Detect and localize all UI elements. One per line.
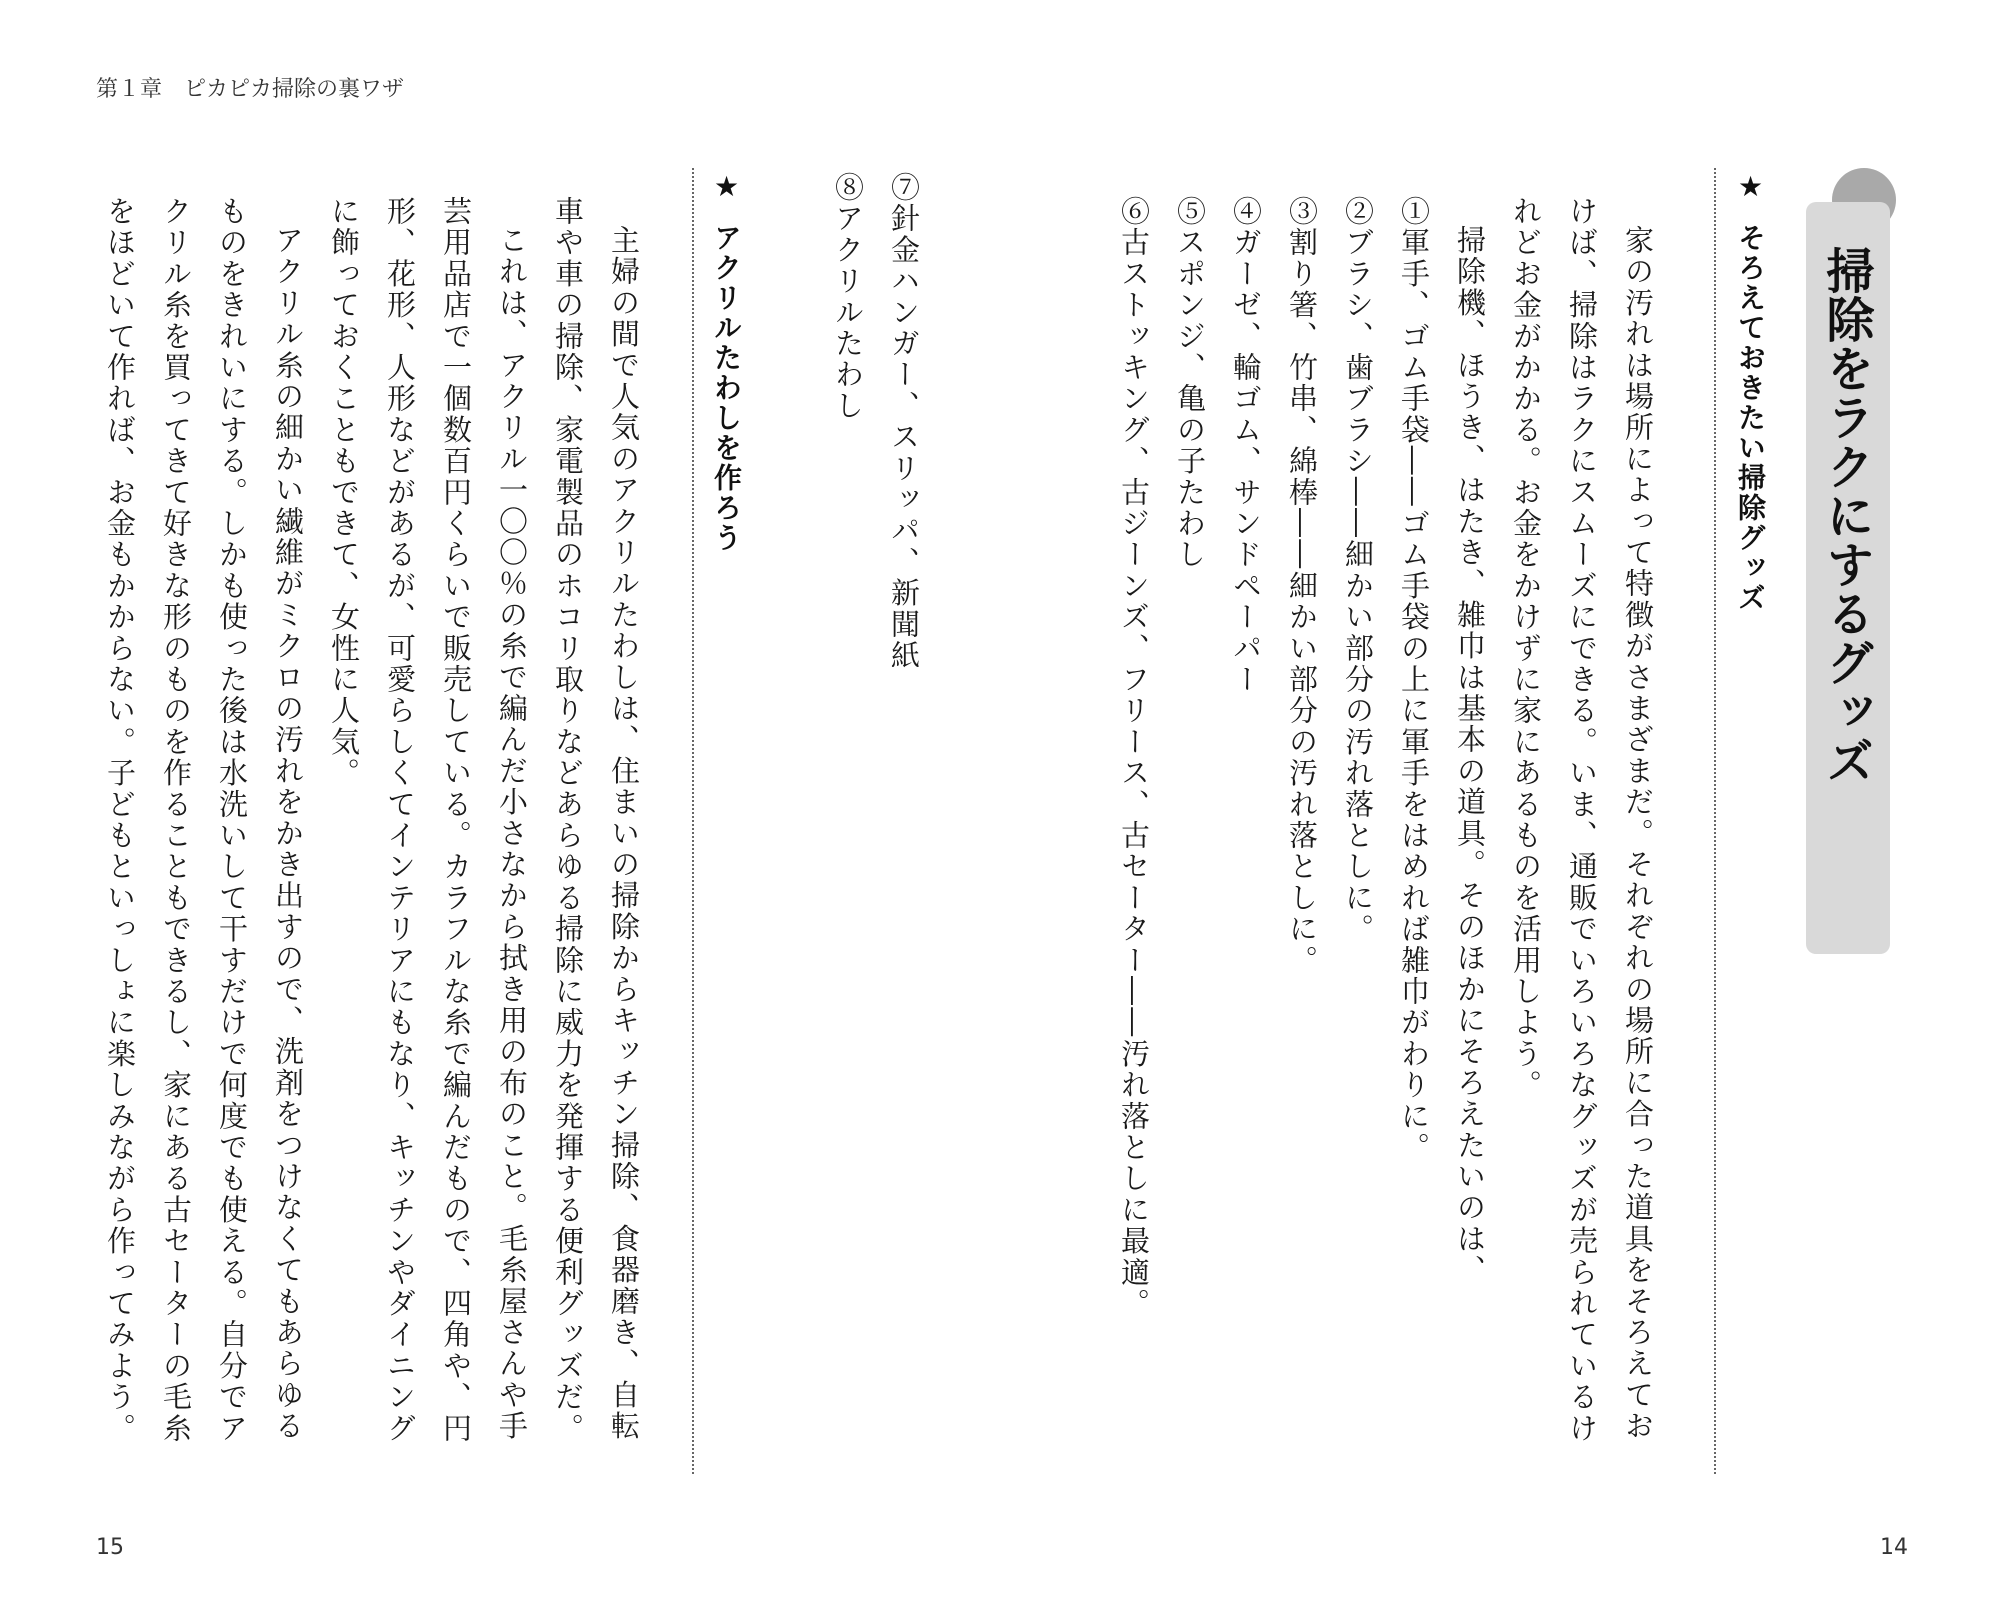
list-item: ①軍手、ゴム手袋――ゴム手袋の上に軍手をはめれば雑巾がわりに。 [1397,196,1431,1164]
section2-heading [706,170,746,553]
section1-heading-text: そろえておきたい掃除グッズ [1734,223,1767,613]
section2-line: に飾っておくこともできて、女性に人気。 [327,196,361,789]
section1-line: れどお金がかかる。お金をかけずに家にあるものを活用しよう。 [1509,196,1543,1101]
section2-line: アクリル糸の細かい繊維がミクロの汚れをかき出すので、洗剤をつけなくてもあらゆる [271,225,305,1442]
section2-line: 主婦の間で人気のアクリルたわしは、住まいの掃除からキッチン掃除、食器磨き、自転 [607,225,641,1442]
list-item: ⑦針金ハンガー、スリッパ、新聞紙 [887,172,921,672]
list-item: ④ガーゼ、輪ゴム、サンドペーパー [1229,196,1263,696]
section2-line: ものをきれいにする。しかも使った後は水洗いして干すだけで何度でも使える。自分でア [215,196,249,1444]
section2-line: これは、アクリル一〇〇％の糸で編んだ小さなから拭き用の布のこと。毛糸屋さんや手 [495,225,529,1442]
list-item: ②ブラシ、歯ブラシ――細かい部分の汚れ落としに。 [1341,196,1375,945]
section2-heading-text: アクリルたわしを作ろう [710,223,743,553]
page-number-right: 14 [1880,1535,1908,1560]
section2-line: 車や車の掃除、家電製品のホコリ取りなどあらゆる掃除に威力を発揮する便利グッズだ。 [551,196,585,1444]
section2-line: 形、花形、人形などがあるが、可愛らしくてインテリアにもなり、キッチンやダイニング [383,196,417,1444]
page-title: 掃除をラクにするグッズ [1818,246,1874,785]
section2-line: 芸用品店で一個数百円くらいで販売している。カラフルな糸で編んだもので、四角や、円 [439,196,473,1444]
section1-line: 掃除機、ほうき、はたき、雑巾は基本の道具。そのほかにそろえたいのは、 [1453,225,1487,1286]
section1-heading [1730,170,1770,613]
running-head: 第１章 ピカピカ掃除の裏ワザ [96,77,405,102]
list-item: ⑥古ストッキング、古ジーンズ、フリース、古セーター――汚れ落としに最適。 [1117,196,1151,1320]
star-icon: ★ [1734,170,1767,205]
list-item: ③割り箸、竹串、綿棒――細かい部分の汚れ落としに。 [1285,196,1319,976]
section1-body [1106,196,1666,1496]
section2-divider [692,168,694,1474]
section1-line: けば、掃除はラクにスムーズにできる。いま、通販でいろいろなグッズが売られているけ [1565,196,1599,1444]
page-number-left: 15 [96,1535,124,1560]
section2-line: クリル糸を買ってきて好きな形のものを作ることもできるし、家にある古セーターの毛糸 [159,196,193,1444]
section1-divider [1714,168,1716,1474]
section1-line: 家の汚れは場所によって特徴がさまざまだ。それぞれの場所に合った道具をそろえてお [1621,225,1655,1442]
section2-line: をほどいて作れば、お金もかからない。子どもといっしょに楽しみながら作ってみよう。 [103,196,137,1444]
section1-list-continued [820,172,932,1472]
section2-body [92,196,652,1496]
list-item: ⑤スポンジ、亀の子たわし [1173,196,1207,571]
list-item: ⑧アクリルたわし [831,172,865,422]
star-icon: ★ [710,170,743,205]
